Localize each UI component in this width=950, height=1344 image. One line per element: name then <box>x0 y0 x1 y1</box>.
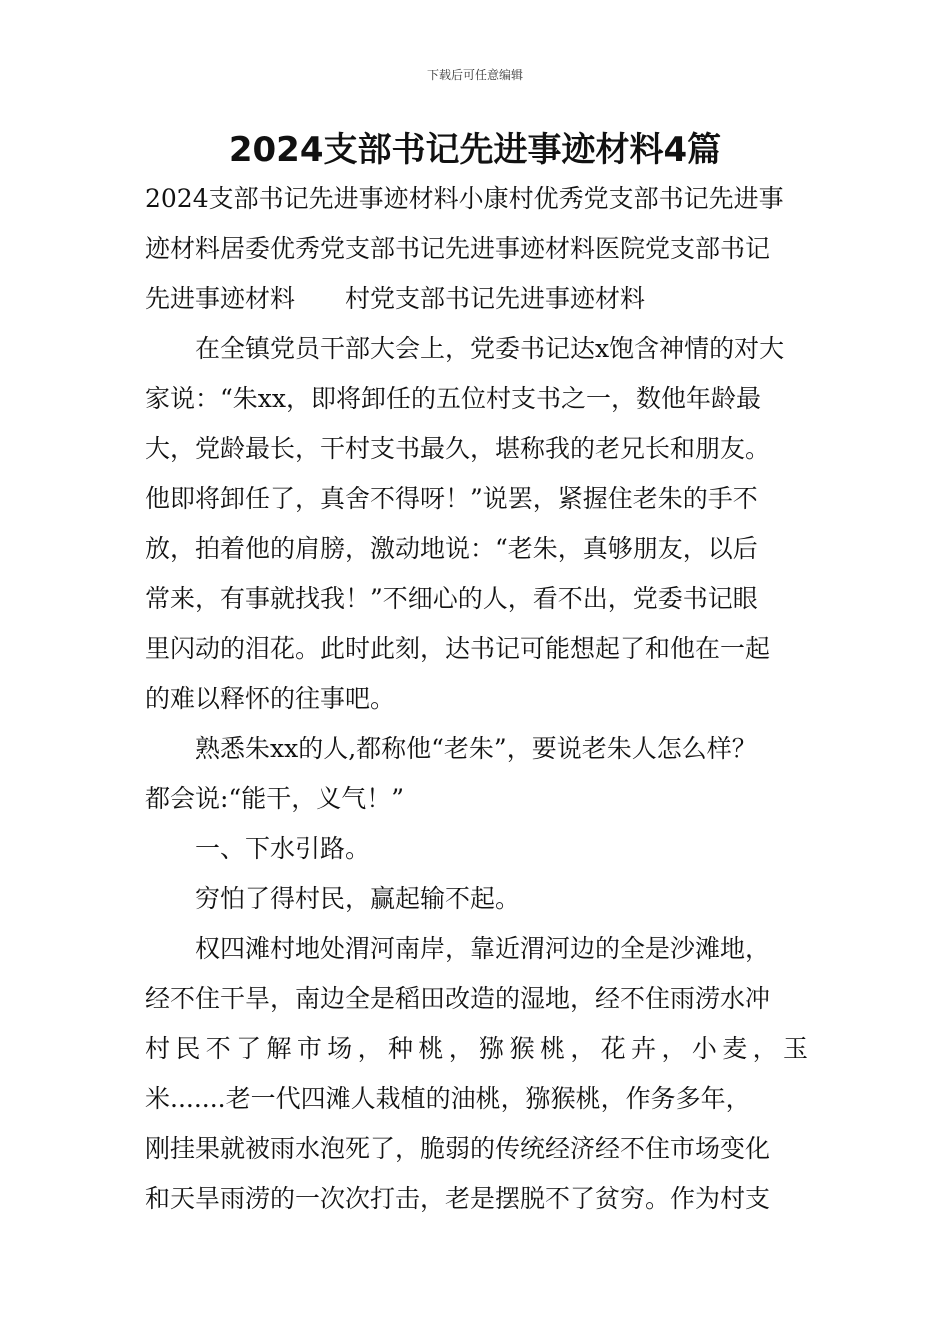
toc-entry: 村党支部书记先进事迹材料 <box>345 284 646 313</box>
toc-line <box>145 274 808 324</box>
toc-line: 迹材料居委优秀党支部书记先进事迹材料医院党支部书记 <box>145 234 771 263</box>
toc-line: 2024支部书记先进事迹材料小康村优秀党支部书记先进事 <box>145 184 784 213</box>
paragraph-line: 都会说:“能干，义气！” <box>145 784 404 813</box>
paragraph-line: 穷怕了得村民，赢起输不起。 <box>195 884 521 913</box>
toc-entry: 先进事迹材料 <box>145 284 296 313</box>
document-title: 2024支部书记先进事迹材料4篇 <box>228 130 722 170</box>
paragraph-line: 和天旱雨涝的一次次打击，老是摆脱不了贫穷。作为村支 <box>145 1184 771 1213</box>
paragraph-line: 大，党龄最长，干村支书最久，堪称我的老兄长和朋友。 <box>145 434 771 463</box>
paragraph-line: 在全镇党员干部大会上，党委书记达x饱含神情的对大 <box>195 334 785 363</box>
paragraph-line: 里闪动的泪花。此时此刻，达书记可能想起了和他在一起 <box>145 634 771 663</box>
paragraph-line: 的难以释怀的往事吧。 <box>145 684 396 713</box>
paragraph-line: 家说：“朱xx，即将卸任的五位村支书之一，数他年龄最 <box>145 384 761 413</box>
paragraph-line: 刚挂果就被雨水泡死了，脆弱的传统经济经不住市场变化 <box>145 1134 771 1163</box>
paragraph-line: 熟悉朱xx的人,都称他“老朱”，要说老朱人怎么样？ <box>195 734 757 763</box>
paragraph-line: 村民不了解市场，种桃，猕猴桃，花卉，小麦，玉 <box>145 1034 808 1063</box>
paragraph-line: 权四滩村地处渭河南岸，靠近渭河边的全是沙滩地， <box>195 934 771 963</box>
paragraph-line: 常来，有事就找我！”不细心的人，看不出，党委书记眼 <box>145 584 758 613</box>
paragraph-line: 米.......老一代四滩人栽植的油桃，猕猴桃，作务多年， <box>145 1084 751 1113</box>
paragraph-line: 他即将卸任了，真舍不得呀！”说罢，紧握住老朱的手不 <box>145 484 758 513</box>
paragraph-line: 放，拍着他的肩膀，激动地说：“老朱，真够朋友，以后 <box>145 534 758 563</box>
paragraph-line: 经不住干旱，南边全是稻田改造的湿地，经不住雨涝水冲 <box>145 984 771 1013</box>
document-body <box>145 174 808 1224</box>
section-heading: 一、下水引路。 <box>195 834 371 863</box>
top-note: 下载后可任意编辑 <box>426 68 523 82</box>
